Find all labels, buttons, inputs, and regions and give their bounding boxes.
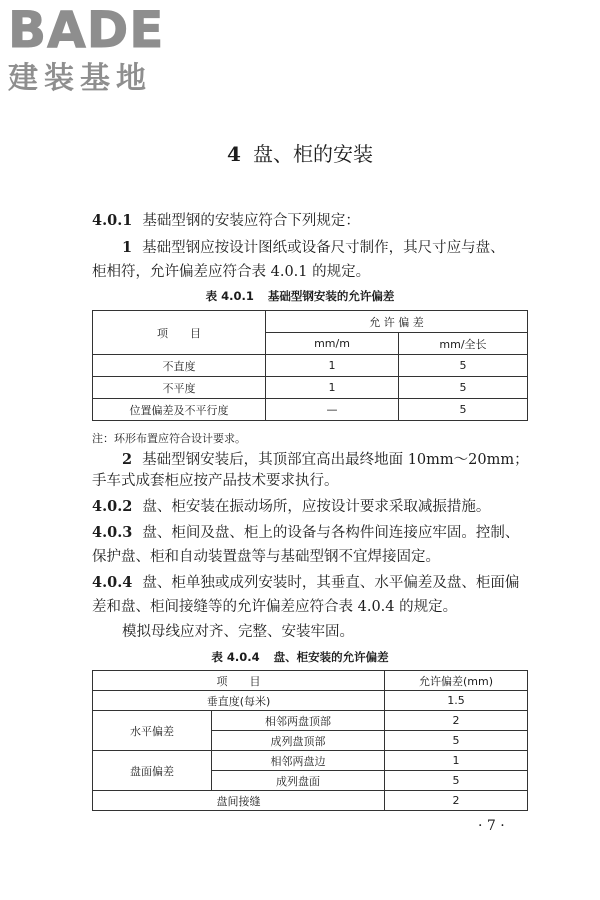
clause-4-0-4-line3: 模拟母线应对齐、完整、安装牢固。: [122, 624, 354, 640]
table-cell: 成列盘面: [212, 771, 385, 791]
table-header-allow: 允许偏差(mm): [385, 671, 528, 691]
table-cell: 相邻两盘边: [212, 751, 385, 771]
table-cell: 2: [385, 711, 528, 731]
clause-text: 盘、柜间及盘、柜上的设备与各构件间连接应牢固。控制、: [142, 525, 520, 541]
item-number: 1: [122, 239, 133, 256]
chapter-heading: [0, 138, 600, 167]
table-row: [93, 711, 528, 731]
table-cell: 1: [266, 377, 399, 399]
table-cell: 相邻两盘顶部: [212, 711, 385, 731]
table-cell: 5: [399, 377, 528, 399]
table-header-item: 项 目: [93, 671, 385, 691]
item-text: 基础型钢安装后，其顶部宜高出最终地面 10mm～20mm；: [142, 452, 529, 468]
table-cell: 1: [385, 751, 528, 771]
table-cell: 5: [399, 355, 528, 377]
clause-number: 4.0.4: [92, 574, 133, 591]
clause-number: 4.0.1: [92, 212, 133, 229]
logo-subtitle: 建装基地: [8, 61, 152, 96]
table-4-0-4: [92, 670, 528, 811]
item-2-line2: 手车式成套柜应按产品技术要求执行。: [92, 473, 339, 489]
clause-number: 4.0.2: [92, 498, 133, 515]
table-caption: [0, 649, 600, 665]
table-caption-number: 表 4.0.1: [205, 289, 254, 303]
item-1-line1: [122, 238, 505, 258]
table-cell: —: [266, 399, 399, 421]
table-note: 注：环形布置应符合设计要求。: [92, 432, 246, 445]
clause-4-0-4-line1: [92, 573, 519, 593]
brand-logo: [8, 1, 165, 96]
clause-number: 4.0.3: [92, 524, 133, 541]
table-cell: 盘间接缝: [93, 791, 385, 811]
table-caption-number: 表 4.0.4: [211, 650, 260, 664]
table-row: [93, 377, 528, 399]
chapter-number: 4: [227, 142, 241, 166]
table-row: [93, 691, 528, 711]
table-header-unit-full: mm/全长: [399, 333, 528, 355]
table-row: [93, 751, 528, 771]
clause-4-0-4-line2: 差和盘、柜间接缝等的允许偏差应符合表 4.0.4 的规定。: [92, 599, 458, 615]
table-cell: 1.5: [385, 691, 528, 711]
item-1-line2: 柜相符，允许偏差应符合表 4.0.1 的规定。: [92, 264, 371, 280]
table-cell: 5: [385, 731, 528, 751]
item-2-line1: [122, 450, 529, 470]
table-row: [93, 791, 528, 811]
table-header-unit-m: mm/m: [266, 333, 399, 355]
table-header-item: 项 目: [93, 311, 266, 355]
clause-text: 盘、柜单独或成列安装时，其垂直、水平偏差及盘、柜面偏: [142, 575, 520, 591]
chapter-title: 盘、柜的安装: [252, 142, 373, 166]
table-row: [93, 399, 528, 421]
table-cell: 2: [385, 791, 528, 811]
table-cell: 位置偏差及不平行度: [93, 399, 266, 421]
table-cell: 水平偏差: [93, 711, 212, 751]
clause-4-0-1: [92, 211, 360, 231]
table-cell: 5: [399, 399, 528, 421]
clause-4-0-3-line1: [92, 523, 519, 543]
page-number: · 7 ·: [478, 818, 505, 834]
table-header-allow: 允 许 偏 差: [266, 311, 528, 333]
table-cell: 1: [266, 355, 399, 377]
table-cell: 垂直度(每米): [93, 691, 385, 711]
table-4-0-1: [92, 310, 528, 421]
table-cell: 不直度: [93, 355, 266, 377]
table-caption: [0, 288, 600, 304]
table-row: [93, 355, 528, 377]
table-cell: 不平度: [93, 377, 266, 399]
item-text: 基础型钢应按设计图纸或设备尺寸制作，其尺寸应与盘、: [142, 240, 505, 256]
table-cell: 5: [385, 771, 528, 791]
clause-4-0-2: [92, 497, 490, 517]
clause-text: 盘、柜安装在振动场所，应按设计要求采取减振措施。: [142, 499, 491, 515]
clause-text: 基础型钢的安装应符合下列规定：: [142, 213, 360, 229]
item-number: 2: [122, 451, 133, 468]
table-caption-title: 盘、柜安装的允许偏差: [273, 650, 389, 664]
table-cell: 盘面偏差: [93, 751, 212, 791]
table-caption-title: 基础型钢安装的允许偏差: [267, 289, 395, 303]
clause-4-0-3-line2: 保护盘、柜和自动装置盘等与基础型钢不宜焊接固定。: [92, 549, 440, 565]
logo-wordmark: BADE: [8, 1, 165, 59]
table-cell: 成列盘顶部: [212, 731, 385, 751]
